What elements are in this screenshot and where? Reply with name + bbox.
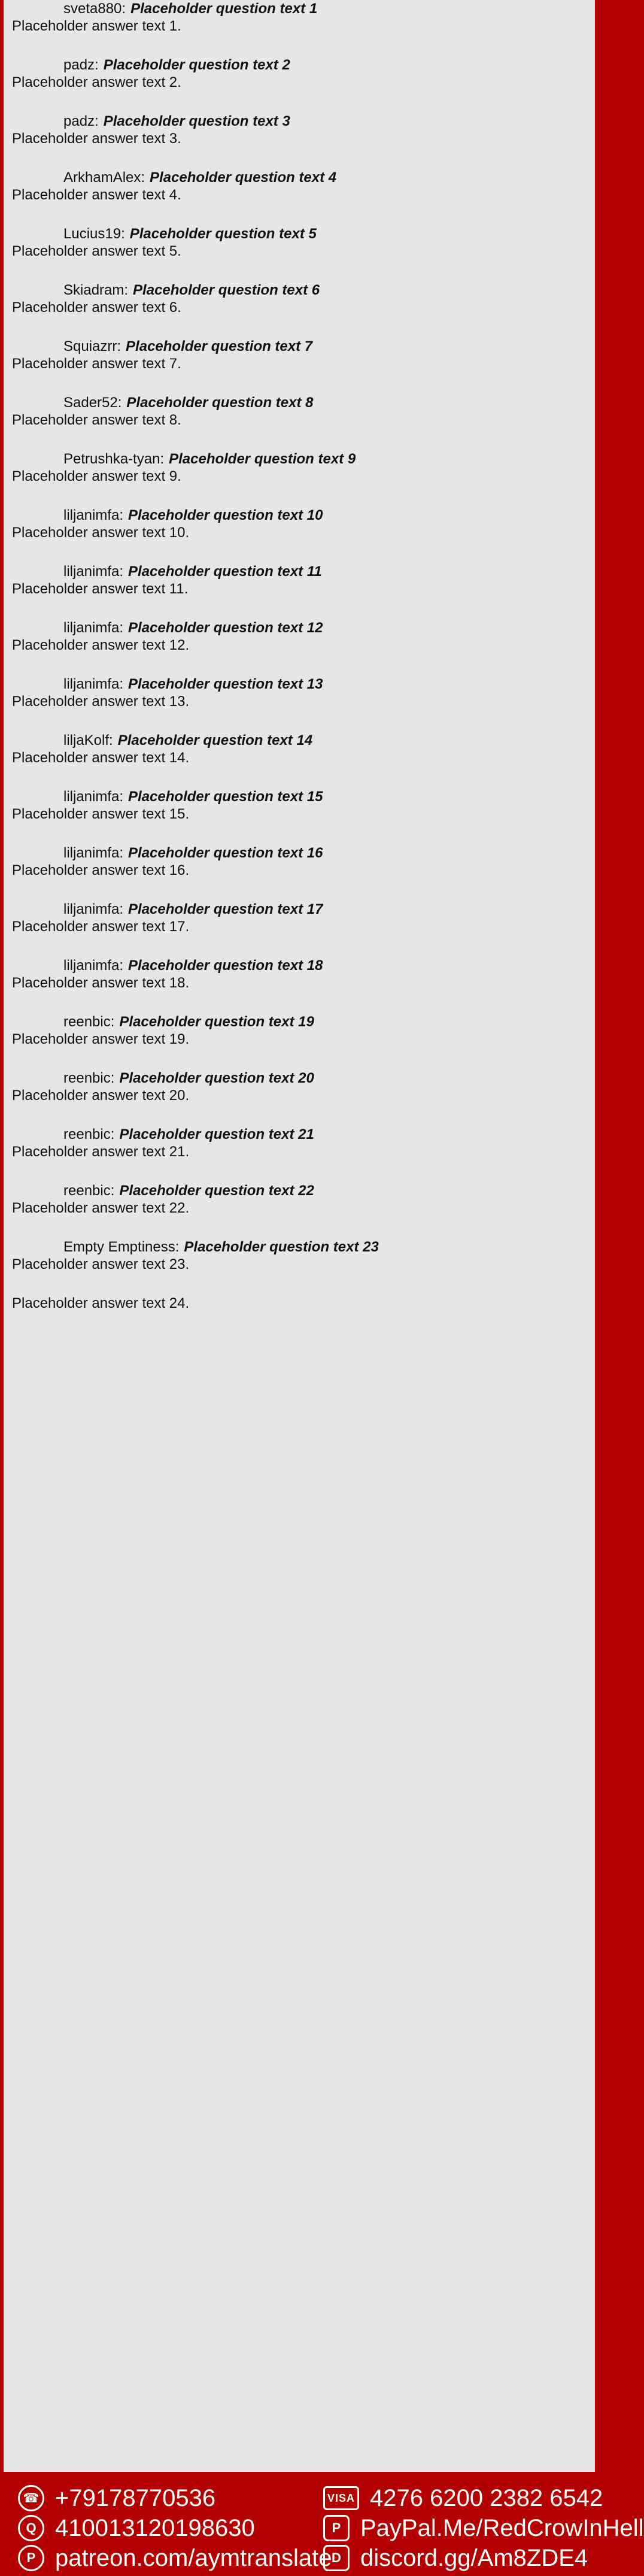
qiwi-row	[18, 2511, 255, 2545]
comment-question: Placeholder question text 15	[128, 789, 323, 805]
comment-question: Placeholder question text 7	[126, 338, 313, 354]
comment-item	[12, 225, 587, 260]
comment-author: Sader52:	[63, 395, 122, 411]
comment-author: Empty Emptiness:	[63, 1239, 180, 1255]
comment-item	[12, 0, 587, 35]
phone-number: +79178770536	[55, 2485, 216, 2511]
comment-author: liljanimfa:	[63, 676, 124, 692]
comment-meta	[12, 1126, 587, 1143]
comment-item	[12, 450, 587, 485]
comment-item	[12, 281, 587, 316]
comment-meta	[12, 957, 587, 974]
comment-answer: Placeholder answer text 6.	[12, 299, 181, 316]
comment-author: liljanimfa:	[63, 845, 124, 861]
comment-author: padz:	[63, 113, 99, 129]
comment-answer: Placeholder answer text 12.	[12, 637, 190, 653]
comment-answer: Placeholder answer text 2.	[12, 74, 181, 90]
comment-author: reenbic:	[63, 1183, 115, 1199]
comment-item	[12, 1013, 587, 1048]
comment-question: Placeholder question text 21	[119, 1126, 314, 1142]
comment-author: liljanimfa:	[63, 789, 124, 805]
comment-question: Placeholder question text 22	[119, 1183, 314, 1199]
comment-meta	[12, 56, 587, 74]
comment-meta	[12, 1182, 587, 1199]
visa-icon: VISA	[323, 2486, 359, 2510]
comment-item	[12, 1295, 587, 1312]
comment-meta	[12, 0, 587, 17]
discord-icon: D	[323, 2545, 350, 2571]
comment-question: Placeholder question text 16	[128, 845, 323, 861]
phone-icon: ☎	[18, 2485, 44, 2511]
comment-author: liljanimfa:	[63, 957, 124, 974]
comment-answer: Placeholder answer text 22.	[12, 1200, 190, 1216]
comment-question: Placeholder question text 2	[103, 57, 290, 73]
comment-answer: Placeholder answer text 7.	[12, 356, 181, 372]
comment-question: Placeholder question text 5	[129, 226, 317, 242]
comment-meta	[12, 225, 587, 243]
comment-author: liljanimfa:	[63, 507, 124, 523]
comment-answer: Placeholder answer text 20.	[12, 1087, 190, 1104]
comment-question: Placeholder question text 14	[117, 732, 313, 748]
phone-row	[18, 2481, 215, 2515]
comment-answer: Placeholder answer text 24.	[12, 1295, 190, 1311]
comment-author: liljaKolf:	[63, 732, 113, 748]
comment-author: reenbic:	[63, 1014, 115, 1030]
comment-answer: Placeholder answer text 9.	[12, 468, 181, 484]
comment-author: Skiadram:	[63, 282, 129, 298]
comment-question: Placeholder question text 11	[128, 563, 322, 580]
comment-meta	[12, 338, 587, 355]
comments-panel	[4, 0, 595, 2472]
comment-answer: Placeholder answer text 4.	[12, 187, 181, 203]
comment-question: Placeholder question text 20	[119, 1070, 314, 1086]
comment-question: Placeholder question text 13	[128, 676, 323, 692]
comment-answer: Placeholder answer text 21.	[12, 1144, 190, 1160]
comment-meta	[12, 169, 587, 186]
comment-item	[12, 1182, 587, 1217]
comment-item	[12, 507, 587, 541]
comments-list	[12, 0, 587, 1312]
patreon-link[interactable]: patreon.com/aymtranslate	[55, 2545, 332, 2571]
comment-meta	[12, 113, 587, 130]
comment-item	[12, 1238, 587, 1273]
comment-answer: Placeholder answer text 11.	[12, 581, 189, 597]
paypal-link[interactable]: PayPal.Me/RedCrowInHell	[360, 2515, 644, 2541]
comment-author: reenbic:	[63, 1070, 115, 1086]
comment-author: padz:	[63, 57, 99, 73]
comment-author: liljanimfa:	[63, 901, 124, 917]
comment-item	[12, 788, 587, 823]
comment-item	[12, 394, 587, 429]
patreon-row	[18, 2541, 332, 2575]
comment-item	[12, 844, 587, 879]
comment-meta	[12, 507, 587, 524]
comment-question: Placeholder question text 8	[126, 395, 314, 411]
comment-question: Placeholder question text 10	[128, 507, 323, 523]
comment-item	[12, 1069, 587, 1104]
comment-meta	[12, 732, 587, 749]
comment-question: Placeholder question text 18	[128, 957, 323, 974]
comment-item	[12, 901, 587, 935]
comment-answer: Placeholder answer text 17.	[12, 919, 190, 935]
comment-item	[12, 169, 587, 204]
comment-answer: Placeholder answer text 8.	[12, 412, 181, 428]
comment-question: Placeholder question text 4	[150, 169, 337, 186]
comment-author: reenbic:	[63, 1126, 115, 1142]
comment-answer: Placeholder answer text 18.	[12, 975, 190, 991]
comment-author: liljanimfa:	[63, 563, 124, 580]
comment-answer: Placeholder answer text 1.	[12, 18, 181, 34]
comment-meta	[12, 563, 587, 580]
comment-meta	[12, 1238, 587, 1256]
footer	[0, 2472, 644, 2576]
comment-answer: Placeholder answer text 19.	[12, 1031, 190, 1047]
comment-meta	[12, 450, 587, 468]
qiwi-number: 410013120198630	[55, 2515, 255, 2541]
comment-question: Placeholder question text 12	[128, 620, 323, 636]
comment-author: ArkhamAlex:	[63, 169, 145, 186]
comment-item	[12, 619, 587, 654]
comment-meta	[12, 1069, 587, 1087]
comment-answer: Placeholder answer text 13.	[12, 693, 190, 710]
comment-author: Petrushka-tyan:	[63, 451, 165, 467]
comment-meta	[12, 788, 587, 805]
comment-answer: Placeholder answer text 3.	[12, 131, 181, 147]
discord-link[interactable]: discord.gg/Am8ZDE4	[360, 2545, 588, 2571]
comment-author: Squiazrr:	[63, 338, 121, 354]
comment-item	[12, 113, 587, 147]
discord-row	[323, 2541, 588, 2575]
comment-answer: Placeholder answer text 23.	[12, 1256, 190, 1272]
comment-meta	[12, 675, 587, 693]
comment-question: Placeholder question text 17	[128, 901, 323, 917]
comment-meta	[12, 1013, 587, 1031]
comment-item	[12, 338, 587, 372]
paypal-row	[323, 2511, 644, 2545]
comment-meta	[12, 619, 587, 637]
comment-meta	[12, 844, 587, 862]
comment-meta	[12, 394, 587, 411]
comment-item	[12, 732, 587, 766]
comment-question: Placeholder question text 23	[184, 1239, 379, 1255]
comment-item	[12, 1126, 587, 1160]
card-row	[323, 2481, 603, 2515]
comment-answer: Placeholder answer text 14.	[12, 750, 190, 766]
comment-question: Placeholder question text 9	[169, 451, 356, 467]
comment-question: Placeholder question text 1	[130, 1, 318, 17]
comment-author: Lucius19:	[63, 226, 125, 242]
comment-meta	[12, 281, 587, 299]
comment-answer: Placeholder answer text 10.	[12, 525, 190, 541]
paypal-icon: P	[323, 2515, 350, 2541]
comment-answer: Placeholder answer text 15.	[12, 806, 190, 822]
comment-author: sveta880:	[63, 1, 126, 17]
comment-answer: Placeholder answer text 5.	[12, 243, 181, 259]
comment-meta	[12, 901, 587, 918]
comment-item	[12, 56, 587, 91]
comment-question: Placeholder question text 6	[133, 282, 320, 298]
comment-question: Placeholder question text 19	[119, 1014, 314, 1030]
comment-item	[12, 675, 587, 710]
comment-author: liljanimfa:	[63, 620, 124, 636]
comment-question: Placeholder question text 3	[103, 113, 290, 129]
comment-item	[12, 957, 587, 992]
card-number: 4276 6200 2382 6542	[370, 2485, 603, 2511]
comment-answer: Placeholder answer text 16.	[12, 862, 190, 878]
patreon-icon: P	[18, 2545, 44, 2571]
qiwi-icon: Q	[18, 2515, 44, 2541]
comment-item	[12, 563, 587, 598]
